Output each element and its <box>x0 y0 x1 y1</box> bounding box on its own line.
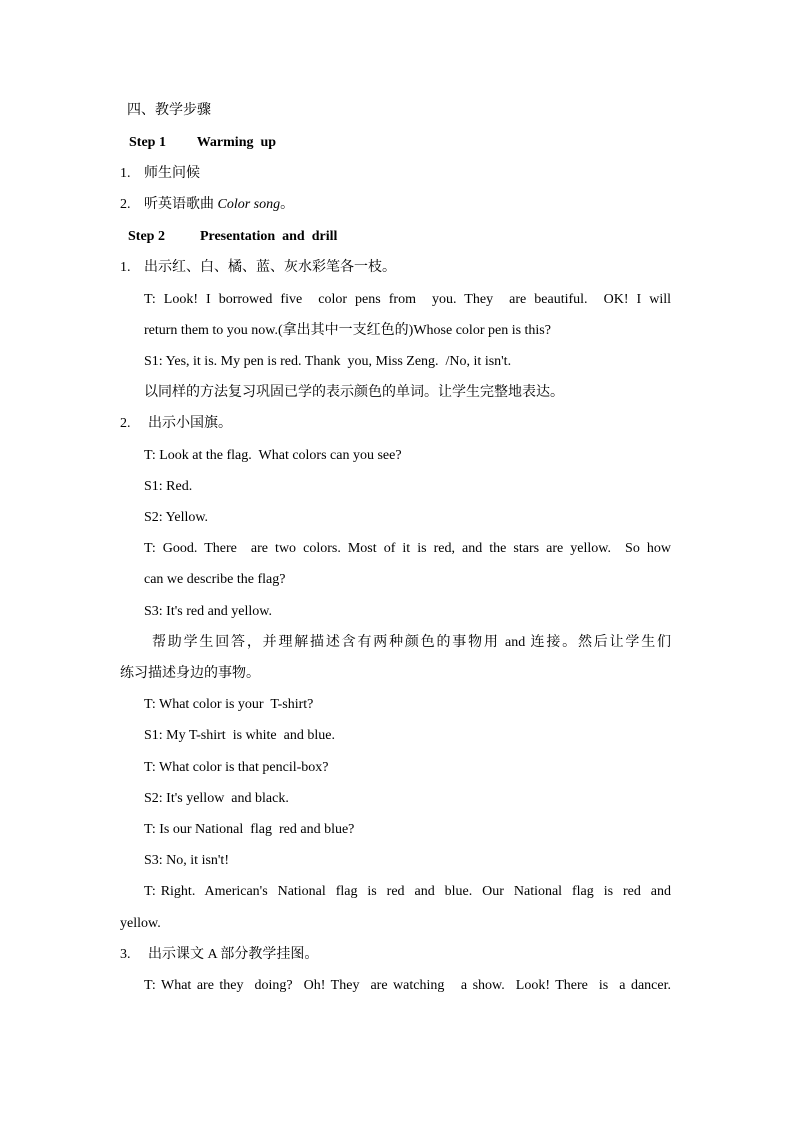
dialogue-line: T: Is our National flag red and blue? <box>144 822 355 837</box>
list-number: 1. <box>120 166 131 181</box>
instruction-line: 帮助学生回答，并理解描述含有两种颜色的事物用 and 连接。然后让学生们 <box>152 635 671 650</box>
section-heading: 四、教学步骤 <box>127 103 211 118</box>
dialogue-line: T: What are they doing? Oh! They are watching a show. Look! There is a dancer. <box>144 978 671 993</box>
dialogue-line: T: Look at the flag. What colors can you see? <box>144 448 402 463</box>
list-item <box>120 165 200 183</box>
dialogue-line: T: What color is that pencil-box? <box>144 760 329 775</box>
list-number: 2. <box>120 197 131 212</box>
step1-heading <box>129 134 276 152</box>
step1-title: Warming up <box>196 135 277 150</box>
dialogue-line: S2: It's yellow and black. <box>144 791 289 806</box>
list-number: 1. <box>120 260 131 275</box>
dialogue-line: return them to you now.(拿出其中一支红色的)Whose color pen is this? <box>144 323 551 338</box>
dialogue-line: T: Look! I borrowed five color pens from you. They are beautiful. OK! I will <box>144 292 671 307</box>
step2-label: Step 2 <box>128 229 165 244</box>
list-item <box>120 259 396 277</box>
dialogue-line: S1: Yes, it is. My pen is red. Thank you, Miss Zeng. /No, it isn't. <box>144 354 512 369</box>
step2-heading <box>128 228 337 246</box>
dialogue-line: T: Good. There are two colors. Most of it is red, and the stars are yellow. So how <box>144 541 671 556</box>
dialogue-line: T: What color is your T-shirt? <box>144 697 314 712</box>
dialogue-line: S2: Yellow. <box>144 510 209 525</box>
list-text-after: 。 <box>280 197 295 212</box>
list-text-before: 听英语歌曲 <box>144 197 218 212</box>
list-number: 3. <box>120 947 131 962</box>
dialogue-line: S3: No, it isn't! <box>144 853 229 868</box>
step2-title: Presentation and drill <box>199 229 338 244</box>
step1-label: Step 1 <box>129 135 166 150</box>
song-title: Color song <box>217 197 281 212</box>
dialogue-line: S1: My T-shirt is white and blue. <box>144 728 335 743</box>
list-item <box>120 196 294 214</box>
instruction-line: 以同样的方法复习巩固已学的表示颜色的单词。让学生完整地表达。 <box>144 385 564 400</box>
dialogue-line: T: Right. American's National flag is red and blue. Our National flag is red and <box>144 884 671 899</box>
list-item <box>120 946 318 964</box>
list-text: 出示红、白、橘、蓝、灰水彩笔各一枝。 <box>144 260 396 275</box>
list-text: 师生问候 <box>144 166 200 181</box>
dialogue-line: S1: Red. <box>144 479 193 494</box>
dialogue-line: yellow. <box>120 916 161 931</box>
list-text: 出示小国旗。 <box>148 416 232 431</box>
instruction-line: 练习描述身边的事物。 <box>120 666 260 681</box>
list-number: 2. <box>120 416 131 431</box>
list-item <box>120 415 232 433</box>
list-text: 出示课文 A 部分教学挂图。 <box>148 947 319 962</box>
dialogue-line: can we describe the flag? <box>144 572 286 587</box>
dialogue-line: S3: It's red and yellow. <box>144 604 272 619</box>
